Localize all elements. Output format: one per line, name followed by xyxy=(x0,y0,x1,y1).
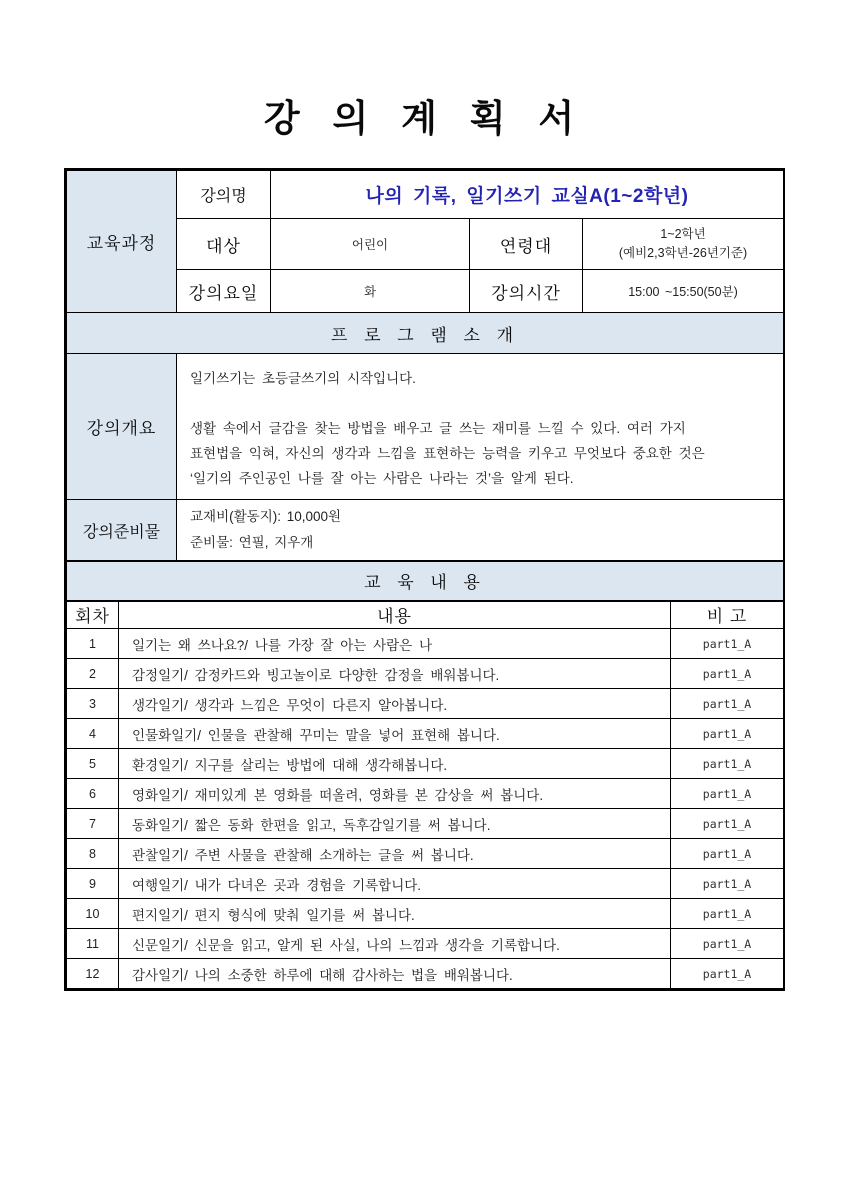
curriculum-section-label: 교육과정 xyxy=(67,171,177,313)
time-label: 강의시간 xyxy=(470,270,583,313)
session-note: part1_A xyxy=(671,929,784,959)
table-row xyxy=(67,839,784,869)
overview-para-line1: 생활 속에서 글감을 찾는 방법을 배우고 글 쓰는 재미를 느낄 수 있다. 여러 가지 xyxy=(190,421,686,436)
course-name-label: 강의명 xyxy=(177,171,271,219)
session-number: 8 xyxy=(67,839,119,869)
column-header-session: 회차 xyxy=(67,601,119,629)
schedule-table xyxy=(66,561,784,989)
column-header-note: 비 고 xyxy=(671,601,784,629)
age-line1: 1~2학년 xyxy=(660,227,706,241)
table-row xyxy=(67,749,784,779)
session-content: 신문일기/ 신문을 읽고, 알게 된 사실, 나의 느낌과 생각을 기록합니다. xyxy=(119,929,671,959)
table-row xyxy=(67,959,784,989)
table-row xyxy=(67,659,784,689)
session-number: 2 xyxy=(67,659,119,689)
day-value: 화 xyxy=(271,270,470,313)
session-content: 감사일기/ 나의 소중한 하루에 대해 감사하는 법을 배워봅니다. xyxy=(119,959,671,989)
lecture-plan-table xyxy=(64,168,785,991)
table-row xyxy=(67,809,784,839)
session-number: 10 xyxy=(67,899,119,929)
overview-label: 강의개요 xyxy=(67,354,177,500)
target-value: 어린이 xyxy=(271,219,470,270)
materials-line2: 준비물: 연필, 지우개 xyxy=(190,535,314,550)
session-note: part1_A xyxy=(671,869,784,899)
session-note: part1_A xyxy=(671,809,784,839)
content-header: 교 육 내 용 xyxy=(67,562,784,601)
session-content: 환경일기/ 지구를 살리는 방법에 대해 생각해봅니다. xyxy=(119,749,671,779)
materials-line1: 교재비(활동지): 10,000원 xyxy=(190,509,342,524)
session-note: part1_A xyxy=(671,689,784,719)
session-number: 11 xyxy=(67,929,119,959)
curriculum-table xyxy=(66,170,784,561)
session-number: 7 xyxy=(67,809,119,839)
table-row xyxy=(67,929,784,959)
session-number: 4 xyxy=(67,719,119,749)
session-content: 감정일기/ 감정카드와 빙고놀이로 다양한 감정을 배워봅니다. xyxy=(119,659,671,689)
session-content: 일기는 왜 쓰나요?/ 나를 가장 잘 아는 사람은 나 xyxy=(119,629,671,659)
session-content: 편지일기/ 편지 형식에 맞춰 일기를 써 봅니다. xyxy=(119,899,671,929)
session-note: part1_A xyxy=(671,779,784,809)
table-row xyxy=(67,719,784,749)
course-name-value: 나의 기록, 일기쓰기 교실A(1~2학년) xyxy=(271,171,784,219)
page-title: 강 의 계 획 서 xyxy=(263,96,585,140)
session-note: part1_A xyxy=(671,959,784,989)
time-value: 15:00 ~15:50(50분) xyxy=(583,270,784,313)
session-content: 관찰일기/ 주변 사물을 관찰해 소개하는 글을 써 봅니다. xyxy=(119,839,671,869)
target-label: 대상 xyxy=(177,219,271,270)
age-line2: (예비2,3학년-26년기준) xyxy=(618,246,748,260)
program-intro-header: 프 로 그 램 소 개 xyxy=(67,313,784,354)
session-note: part1_A xyxy=(671,749,784,779)
overview-blank-line xyxy=(190,391,769,416)
session-content: 생각일기/ 생각과 느낌은 무엇이 다른지 알아봅니다. xyxy=(119,689,671,719)
overview-text xyxy=(177,354,784,500)
overview-para-line2: 표현법을 익혀, 자신의 생각과 느낌을 표현하는 능력을 키우고 무엇보다 중요한 것은 xyxy=(190,446,705,461)
session-note: part1_A xyxy=(671,629,784,659)
session-content: 여행일기/ 내가 다녀온 곳과 경험을 기록합니다. xyxy=(119,869,671,899)
table-row xyxy=(67,869,784,899)
overview-line1: 일기쓰기는 초등글쓰기의 시작입니다. xyxy=(190,371,416,386)
session-note: part1_A xyxy=(671,839,784,869)
session-number: 3 xyxy=(67,689,119,719)
session-number: 5 xyxy=(67,749,119,779)
day-label: 강의요일 xyxy=(177,270,271,313)
session-note: part1_A xyxy=(671,719,784,749)
table-row xyxy=(67,629,784,659)
session-note: part1_A xyxy=(671,659,784,689)
materials-label: 강의준비물 xyxy=(67,500,177,561)
age-value xyxy=(583,219,784,270)
session-content: 인물화일기/ 인물을 관찰해 꾸미는 말을 넣어 표현해 봅니다. xyxy=(119,719,671,749)
age-label: 연령대 xyxy=(470,219,583,270)
table-row xyxy=(67,779,784,809)
table-row xyxy=(67,899,784,929)
session-content: 영화일기/ 재미있게 본 영화를 떠올려, 영화를 본 감상을 써 봅니다. xyxy=(119,779,671,809)
session-number: 6 xyxy=(67,779,119,809)
session-number: 9 xyxy=(67,869,119,899)
session-content: 동화일기/ 짧은 동화 한편을 읽고, 독후감일기를 써 봅니다. xyxy=(119,809,671,839)
overview-para-line3: ‘일기의 주인공인 나를 잘 아는 사람은 나라는 것’을 알게 된다. xyxy=(190,471,574,486)
session-note: part1_A xyxy=(671,899,784,929)
materials-text xyxy=(177,500,784,561)
table-row xyxy=(67,689,784,719)
session-number: 1 xyxy=(67,629,119,659)
session-number: 12 xyxy=(67,959,119,989)
column-header-content: 내용 xyxy=(119,601,671,629)
